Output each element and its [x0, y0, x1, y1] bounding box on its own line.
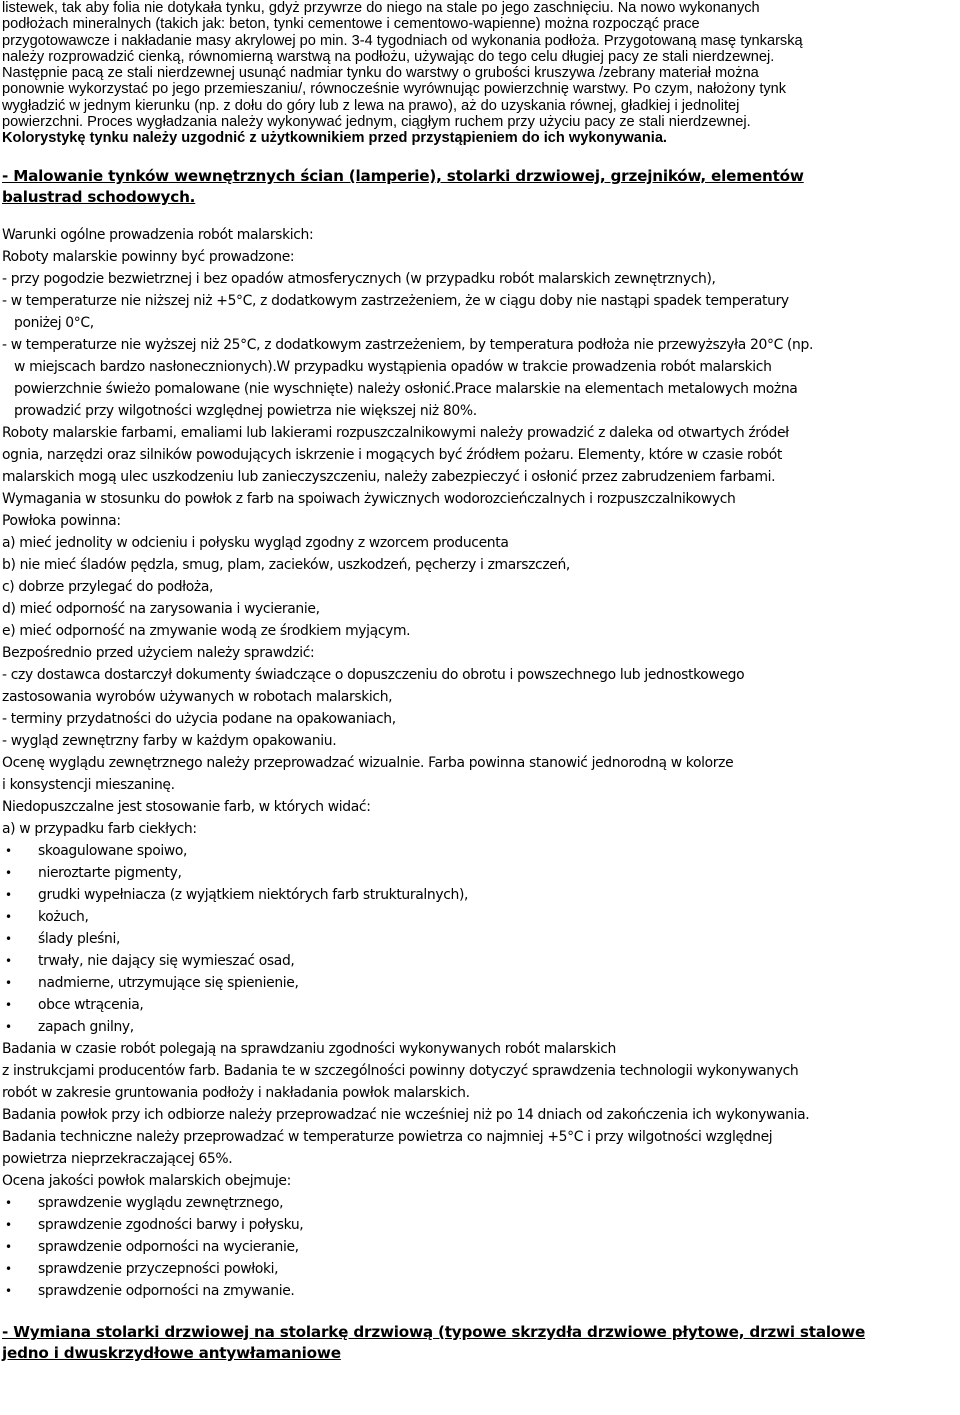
text-line: i konsystencji mieszaninę. [2, 776, 175, 793]
bullet-icon: • [5, 1019, 12, 1034]
section-heading-line: balustrad schodowych. [2, 187, 196, 206]
text-line: a) mieć jednolity w odcieniu i połysku wygląd zgodny z wzorcem producenta [2, 534, 509, 551]
bullet-icon: • [5, 909, 12, 924]
section-heading-painting [2, 166, 958, 208]
text-line: z instrukcjami producentów farb. Badania te w szczególności powinny dotyczyć sprawdzenia technologii wykonywanych [2, 1062, 799, 1079]
painting-conditions [2, 224, 958, 1302]
text-line: Badania techniczne należy przeprowadzać w temperaturze powietrza co najmniej +5°C i przy wilgotności względnej [2, 1128, 773, 1145]
text-line: - przy pogodzie bezwietrznej i bez opadów atmosferycznych (w przypadku robót malarskich zewnętrznych), [2, 270, 716, 287]
bullet-icon: • [5, 1217, 12, 1232]
text-line: Ocena jakości powłok malarskich obejmuje: [2, 1172, 291, 1189]
bullet-icon: • [5, 843, 12, 858]
text-line: powierzchnie świeżo pomalowane (nie wyschnięte) należy osłonić.Prace malarskie na elementach metalowych można [14, 380, 798, 397]
section-heading-line: - Malowanie tynków wewnętrznych ścian (lamperie), stolarki drzwiowej, grzejników, elementów [2, 166, 804, 185]
text-line: Niedopuszczalne jest stosowanie farb, w których widać: [2, 798, 371, 815]
list-item: • zapach gnilny, [2, 1016, 958, 1038]
bullet-icon: • [5, 975, 12, 990]
section-heading-line: - Wymiana stolarki drzwiowej na stolarkę drzwiową (typowe skrzydła drzwiowe płytowe, drzwi stalowe [2, 1322, 866, 1341]
intro-line: ponownie wykorzystać po jego przemieszaniu/, równocześnie wyrównując powierzchnię warstwy. Po czym, nałożony tynk [2, 81, 787, 98]
text-line: a) w przypadku farb ciekłych: [2, 820, 197, 837]
text-line: - terminy przydatności do użycia podane na opakowaniach, [2, 710, 396, 727]
text-line: zastosowania wyrobów używanych w robotach malarskich, [2, 688, 393, 705]
list-item: • sprawdzenie wyglądu zewnętrznego, [2, 1192, 958, 1214]
list-item: • grudki wypełniacza (z wyjątkiem niektórych farb strukturalnych), [2, 884, 958, 906]
bullet-icon: • [5, 997, 12, 1012]
text-line: Badania w czasie robót polegają na sprawdzaniu zgodności wykonywanych robót malarskich [2, 1040, 616, 1057]
text-line: Roboty malarskie farbami, emaliami lub lakierami rozpuszczalnikowymi należy prowadzić z daleka od otwartych źródeł [2, 424, 789, 441]
text-line: robót w zakresie gruntowania podłoży i nakładania powłok malarskich. [2, 1084, 470, 1101]
intro-line: Następnie pacą ze stali nierdzewnej usunąć nadmiar tynku do warstwy o grubości kruszywa /zebrany materiał można [2, 65, 759, 82]
list-item: • skoagulowane spoiwo, [2, 840, 958, 862]
text-line: Badania powłok przy ich odbiorze należy przeprowadzać nie wcześniej niż po 14 dniach od zakończenia ich wykonywania. [2, 1106, 810, 1123]
section-heading-doors [2, 1322, 958, 1364]
section-heading-line: jedno i dwuskrzydłowe antywłamaniowe [2, 1343, 341, 1362]
text-line: - w temperaturze nie wyższej niż 25°C, z dodatkowym zastrzeżeniem, by temperatura podłoża nie przewyższyła 20°C (np. [2, 336, 814, 353]
text-line: Bezpośrednio przed użyciem należy sprawdzić: [2, 644, 315, 661]
list-item: • sprawdzenie zgodności barwy i połysku, [2, 1214, 958, 1236]
list-item: • nieroztarte pigmenty, [2, 862, 958, 884]
text-line: - wygląd zewnętrzny farby w każdym opakowaniu. [2, 732, 337, 749]
intro-line: podłożach mineralnych (takich jak: beton, tynki cementowe i cementowo-wapienne) można rozpocząć prace [2, 16, 700, 33]
text-line: Powłoka powinna: [2, 512, 121, 529]
text-line: b) nie mieć śladów pędzla, smug, plam, zacieków, uszkodzeń, pęcherzy i zmarszczeń, [2, 556, 570, 573]
intro-line: listewek, tak aby folia nie dotykała tynku, gdyż przywrze do niego na stale po jego zaschnięciu. Na nowo wykonanych [2, 0, 760, 16]
bullet-icon: • [5, 1261, 12, 1276]
intro-bold-line: Kolorystykę tynku należy uzgodnić z użytkownikiem przed przystąpieniem do ich wykonywania. [2, 130, 667, 147]
bullet-icon: • [5, 1283, 12, 1298]
intro-line: należy rozprowadzić cienką, równomierną warstwą na podłożu, używając do tego celu długiej pacy ze stali nierdzewnej. [2, 48, 775, 65]
intro-line: powierzchni. Proces wygładzania należy wykonywać jednym, ciągłym ruchem przy użyciu pacy ze stali nierdzewnej. [2, 114, 751, 131]
bullet-icon: • [5, 887, 12, 902]
text-line: - czy dostawca dostarczył dokumenty świadczące o dopuszczeniu do obrotu i powszechnego lub jednostkowego [2, 666, 745, 683]
intro-paragraph [2, 0, 958, 147]
list-item: • kożuch, [2, 906, 958, 928]
text-line: - w temperaturze nie niższej niż +5°C, z dodatkowym zastrzeżeniem, że w ciągu doby nie nastąpi spadek temperatury [2, 292, 789, 309]
text-line: prowadzić przy wilgotności względnej powietrza nie większej niż 80%. [14, 402, 477, 419]
bullet-icon: • [5, 931, 12, 946]
list-item: • obce wtrącenia, [2, 994, 958, 1016]
intro-line: wygładzić w jednym kierunku (np. z dołu do góry lub z lewa na prawo), aż do uzyskania równej, gładkiej i jednolitej [2, 97, 740, 114]
bullet-icon: • [5, 1239, 12, 1254]
list-item: • ślady pleśni, [2, 928, 958, 950]
list-item: • sprawdzenie odporności na wycieranie, [2, 1236, 958, 1258]
text-line: ognia, narzędzi oraz silników powodujących iskrzenie i mogących być źródłem pożaru. Elementy, które w czasie robót [2, 446, 782, 463]
list-item: • nadmierne, utrzymujące się spienienie, [2, 972, 958, 994]
text-line: c) dobrze przylegać do podłoża, [2, 578, 214, 595]
list-item: • sprawdzenie odporności na zmywanie. [2, 1280, 958, 1302]
list-item: • trwały, nie dający się wymieszać osad, [2, 950, 958, 972]
intro-line: przygotowawcze i nakładanie masy akrylowej po min. 3-4 tygodniach od wykonania podłoża. Przygotowaną masę tynkarską [2, 32, 803, 49]
quality-checks-list [2, 1192, 958, 1302]
bullet-icon: • [5, 865, 12, 880]
text-line: Wymagania w stosunku do powłok z farb na spoiwach żywicznych wodorozcieńczalnych i rozpuszczalnikowych [2, 490, 736, 507]
text-line: Warunki ogólne prowadzenia robót malarskich: [2, 226, 314, 243]
bullet-icon: • [5, 1195, 12, 1210]
text-line: malarskich mogą ulec uszkodzeniu lub zanieczyszczeniu, należy zabezpieczyć i osłonić przez zabrudzeniem farbami. [2, 468, 776, 485]
list-item: • sprawdzenie przyczepności powłoki, [2, 1258, 958, 1280]
text-line: w miejscach bardzo nasłonecznionych).W przypadku wystąpienia opadów w trakcie prowadzenia robót malarskich [14, 358, 772, 375]
bullet-icon: • [5, 953, 12, 968]
text-line: poniżej 0°C, [14, 314, 94, 331]
text-line: Roboty malarskie powinny być prowadzone: [2, 248, 295, 265]
text-line: powietrza nieprzekraczającej 65%. [2, 1150, 233, 1167]
defects-list [2, 840, 958, 1038]
text-line: e) mieć odporność na zmywanie wodą ze środkiem myjącym. [2, 622, 411, 639]
text-line: d) mieć odporność na zarysowania i wycieranie, [2, 600, 320, 617]
text-line: Ocenę wyglądu zewnętrznego należy przeprowadzać wizualnie. Farba powinna stanowić jednorodną w kolorze [2, 754, 734, 771]
